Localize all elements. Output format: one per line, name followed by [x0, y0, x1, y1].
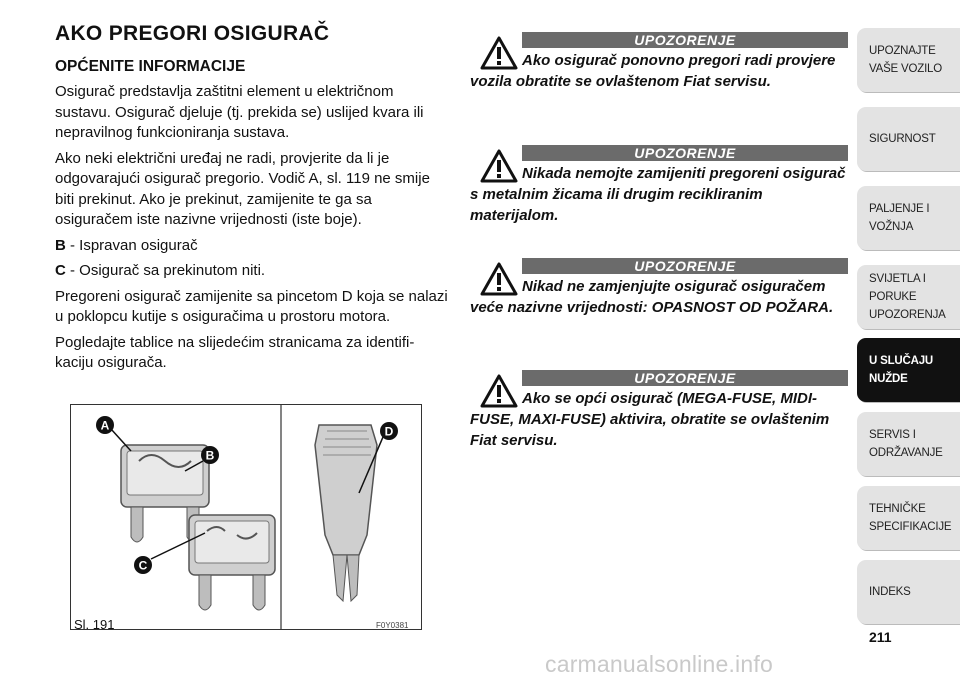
warning-text: Nikada nemojte zamijeniti pregoreni osigurač s metalnim žicama ili drugim recikliranim materijalom.	[470, 165, 846, 224]
tab-label: UPOZNAJTE VAŠE VOZILO	[869, 45, 942, 75]
tab-label: SERVIS I ODRŽAVANJE	[869, 429, 943, 459]
main-text-column	[55, 22, 450, 379]
item-c	[55, 261, 450, 282]
tab-label: U SLUČAJU NUŽDE	[869, 355, 934, 385]
tab-svjetla[interactable]	[857, 265, 960, 329]
callout-d-label: D	[384, 424, 394, 439]
fuse-figure	[70, 404, 422, 630]
warning-text: Ako osigurač ponovno pregori radi provjere vozila obratite se ovlaštenom Fiat servisu.	[470, 52, 836, 90]
warning-box-2	[470, 145, 848, 226]
paragraph-tables: Pogledajte tablice na slijedećim stranicama za identifi-kaciju osigurača.	[55, 333, 415, 371]
figure-code: F0Y0381	[376, 621, 409, 630]
watermark: carmanualsonline.info	[545, 651, 773, 677]
warning-header: UPOZORENJE	[522, 258, 848, 274]
tab-indeks[interactable]	[857, 560, 960, 624]
tab-paljenje[interactable]	[857, 186, 960, 250]
tab-tehnicke[interactable]	[857, 486, 960, 550]
item-c-label: C	[55, 262, 66, 279]
warning-triangle-icon	[480, 149, 518, 183]
tab-sigurnost[interactable]	[857, 107, 960, 171]
warning-header: UPOZORENJE	[522, 145, 848, 161]
warning-text: Ako se opći osigurač (MEGA-FUSE, MIDI-FUSE, MAXI-FUSE) aktivira, obratite se ovlaštenim Fiat servisu.	[470, 390, 830, 449]
callout-a	[96, 416, 131, 451]
tab-servis[interactable]	[857, 412, 960, 476]
warning-header: UPOZORENJE	[522, 32, 848, 48]
item-b-text: - Ispravan osigurač	[65, 236, 198, 254]
figure-caption: Sl. 191	[74, 617, 115, 632]
pincers-d	[315, 425, 377, 601]
callout-b-label: B	[205, 448, 215, 463]
warning-header: UPOZORENJE	[522, 370, 848, 386]
paragraph-intro: Osigurač predstavlja zaštitni element u električnom sustavu. Osigurač djeluje (tj. prekida se) uslijed kvara ili nepravilnog funkcioniranja sustava.	[55, 83, 424, 141]
warning-triangle-icon	[480, 36, 518, 70]
tab-u-slucaju-nuzde[interactable]	[857, 338, 960, 402]
warning-triangle-icon	[480, 374, 518, 408]
item-c-text: - Osigurač sa prekinutom niti.	[65, 262, 266, 279]
warning-box-3	[470, 258, 848, 318]
callout-a-label: A	[100, 418, 110, 433]
tab-label: SVIJETLA I PORUKE UPOZORENJA	[869, 273, 946, 321]
callout-c-label: C	[138, 558, 148, 573]
item-b-label: B	[55, 236, 66, 254]
paragraph-check: Ako neki električni uređaj ne radi, provjerite da li je odgovarajući osigurač pregorio. Vodič A, sl. 119 ne smije biti prekinut. Ako je prekinut, zamijenite te ga sa osiguračem iste nazivne vrijednosti (iste boje).	[55, 149, 430, 228]
tab-label: PALJENJE I VOŽNJA	[869, 203, 930, 233]
page-title: AKO PREGORI OSIGURAČ	[55, 22, 330, 45]
warning-text: Nikad ne zamjenjujte osigurač osiguračem veće nazivne vrijednosti: OPASNOST OD POŽARA.	[470, 278, 834, 316]
tab-upoznajte[interactable]	[857, 28, 960, 92]
tab-label: INDEKS	[869, 586, 911, 598]
fuse-c-blown	[189, 515, 275, 610]
warning-box-4	[470, 370, 848, 451]
section-subtitle: OPĆENITE INFORMACIJE	[55, 58, 246, 75]
warning-box-1	[470, 32, 848, 92]
tab-label: SIGURNOST	[869, 133, 936, 145]
page-number: 211	[869, 629, 892, 645]
warning-triangle-icon	[480, 262, 518, 296]
item-b	[55, 236, 450, 257]
fuse-illustration	[71, 405, 421, 629]
tab-label: TEHNIČKE SPECIFIKACIJE	[869, 503, 952, 533]
paragraph-replace: Pregoreni osigurač zamijenite sa pincetom D koja se nalazi u poklopcu kutije s osiguračima u prostoru motora.	[55, 287, 448, 325]
